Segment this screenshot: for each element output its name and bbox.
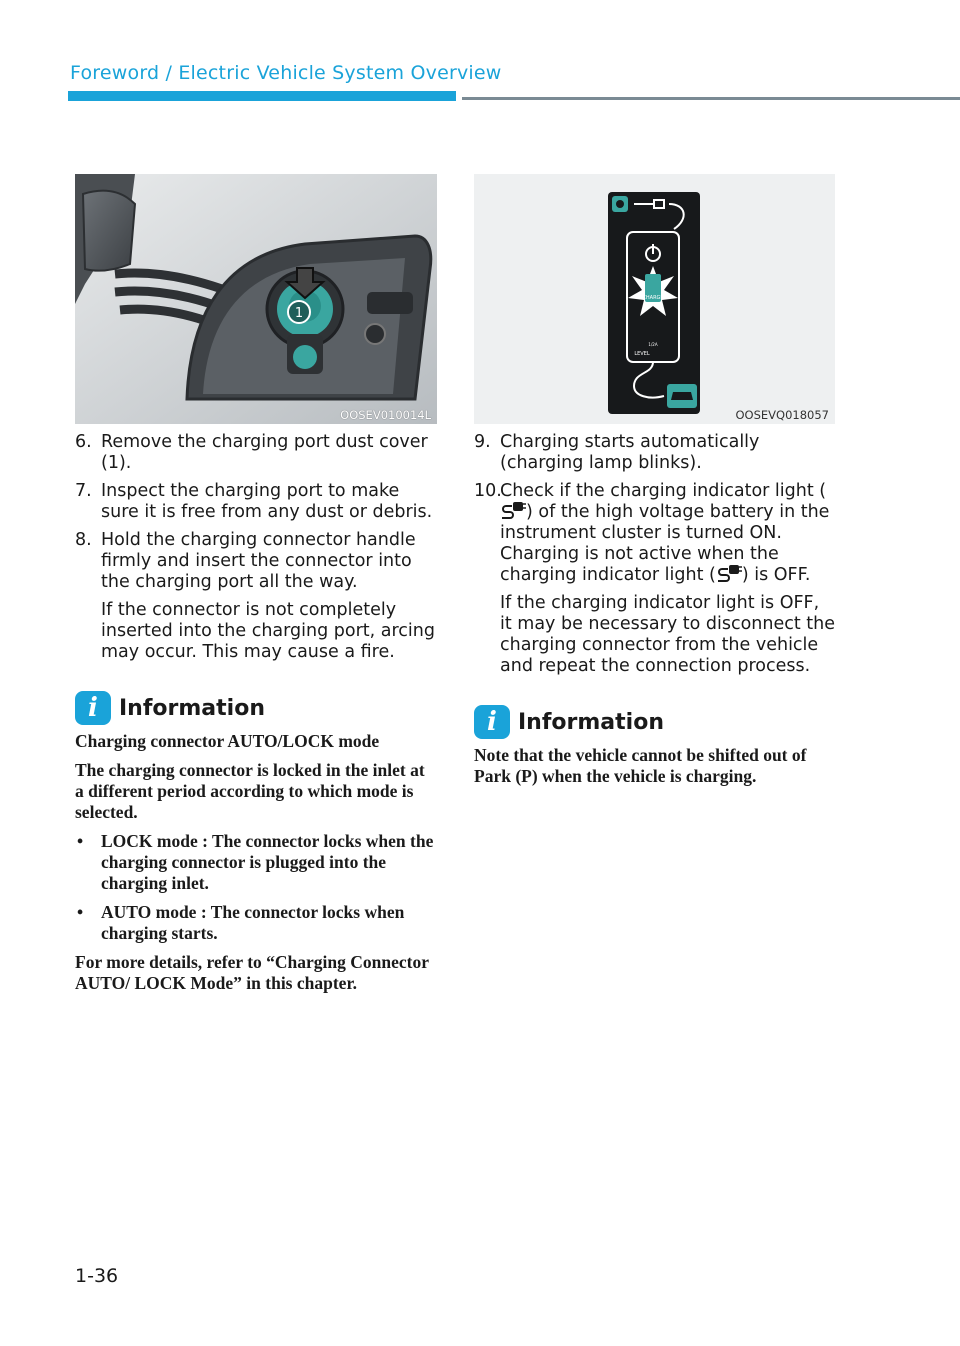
level-label: LEVEL [634,351,650,357]
page-number: 1-36 [75,1265,119,1287]
info-subheading: Charging connector AUTO/LOCK mode [75,731,380,751]
info-icon: i [75,691,111,725]
info-title: Information [518,709,664,735]
step-10: 10. Check if the charging indicator light () of the high voltage battery in the instrument cluster is turned ON. Charging is not active when the charging indicator light ( ) is OFF. [474,481,830,585]
info-footer: For more details, refer to “Charging Connector AUTO/ LOCK Mode” in this chapter. [75,952,429,993]
charging-port-figure [75,174,437,424]
header-rule [462,97,960,100]
charging-indicator-illustration [474,174,835,424]
step-9: 9. Charging starts automatically (charging lamp blinks). [474,432,760,473]
level-small-label: 1/2A [648,342,658,347]
info-bullet-auto: • AUTO mode : The connector locks when charging starts. [77,902,405,943]
charging-indicator-icon [500,502,526,520]
charging-indicator-figure [474,174,835,424]
header-accent-bar [68,91,456,101]
charge-label: CHARGE [642,295,664,301]
info-heading [75,691,437,725]
step-7: 7. Inspect the charging port to make sure it is free from any dust or debris. [75,481,433,522]
info-paragraph: The charging connector is locked in the inlet at a different period according to which mode is selected. [75,760,425,822]
header-title: Foreword / Electric Vehicle System Overview [70,62,502,84]
charging-port-illustration [75,174,437,424]
figure-code: OOSEV010014L [340,408,431,422]
figure-code: OOSEVQ018057 [735,408,829,422]
info-bullet-lock: • LOCK mode : The connector locks when the charging connector is plugged into the charging inlet. [77,831,434,893]
right-column [474,432,836,795]
left-column [75,432,437,1002]
step-8: 8. Hold the charging connector handle firmly and insert the connector into the charging port all the way. [75,530,416,592]
info-title: Information [119,695,265,721]
step-10-note: If the charging indicator light is OFF, it may be necessary to disconnect the charging connector from the vehicle and repeat the connection process. [500,593,835,676]
callout-1-label: 1 [294,306,304,321]
step-8-note: If the connector is not completely inserted into the charging port, arcing may occur. This may cause a fire. [101,600,435,662]
step-6: 6. Remove the charging port dust cover (1). [75,432,428,473]
charging-indicator-icon [716,565,742,583]
info-paragraph: Note that the vehicle cannot be shifted out of Park (P) when the vehicle is charging. [474,745,807,786]
info-icon: i [474,705,510,739]
info-heading [474,705,836,739]
